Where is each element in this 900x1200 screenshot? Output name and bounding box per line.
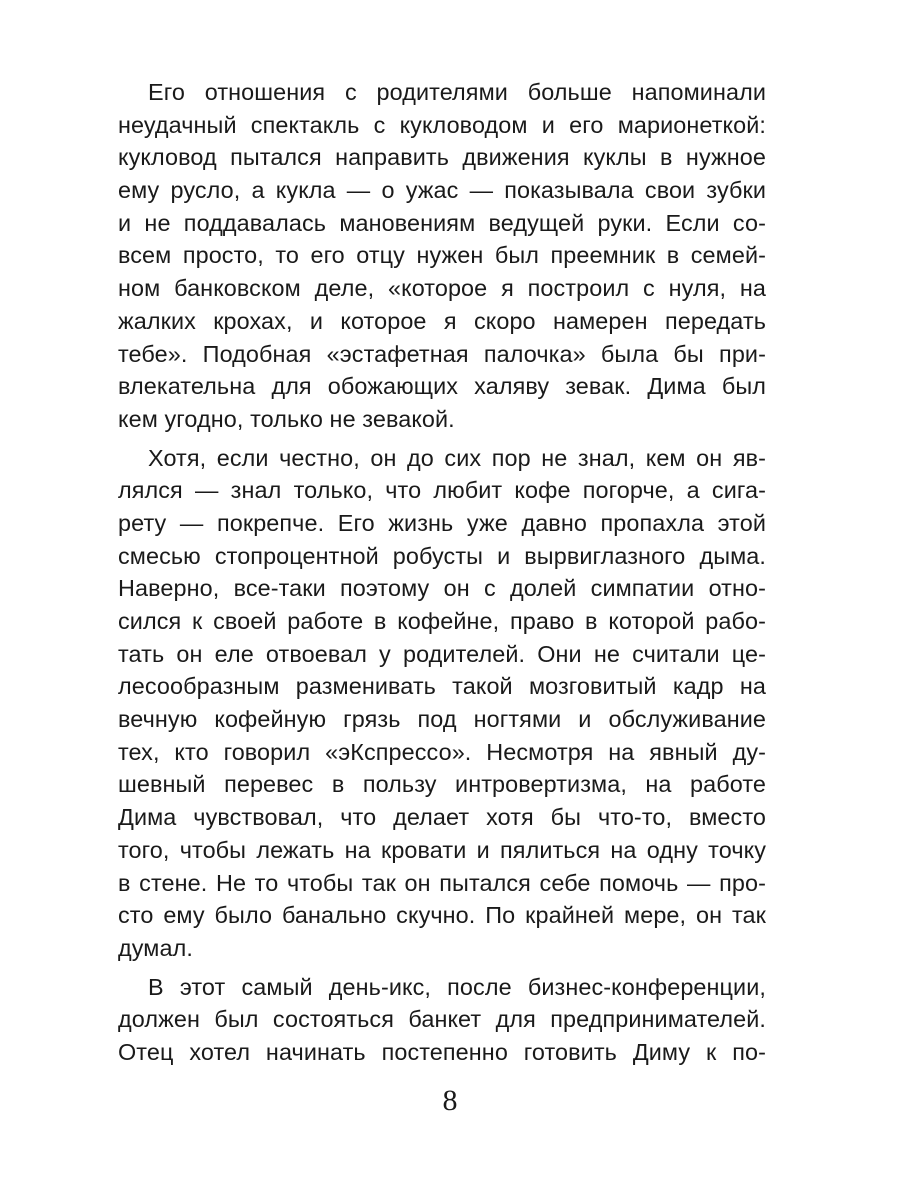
text-line: неудачный спектакль с кукловодом и его марионеткой: — [118, 111, 766, 138]
text-line: в стене. Не то чтобы так он пытался себе помочь — про- — [118, 869, 766, 896]
text-line: Его отношения с родителями больше напоминали — [148, 79, 766, 105]
text-line: В этот самый день-икс, после бизнес-конференции, — [148, 973, 766, 1000]
text-line: тех, кто говорил «эКспрессо». Несмотря на явный ду- — [118, 738, 766, 765]
paragraph — [118, 442, 766, 965]
text-line: Отец хотел начинать постепенно готовить Диму к по- — [118, 1038, 766, 1065]
paragraph — [118, 971, 766, 1069]
paragraph — [118, 76, 766, 436]
text-line: вечную кофейную грязь под ногтями и обслуживание — [118, 706, 766, 733]
text-line: всем просто, то его отцу нужен был преемник в семей- — [118, 242, 766, 269]
text-line: сился к своей работе в кофейне, право в которой рабо- — [118, 608, 766, 634]
text-line: тебе». Подобная «эстафетная палочка» была бы при- — [118, 340, 766, 367]
text-line: думал. — [118, 934, 193, 961]
text-line: ему русло, а кукла — о ужас — показывала свои зубки — [118, 177, 766, 204]
page-number: 8 — [442, 1084, 458, 1117]
text-line: того, чтобы лежать на кровати и пялиться на одну точку — [118, 836, 766, 863]
text-line: Дима чувствовал, что делает хотя бы что-то, вместо — [118, 804, 766, 831]
text-line: жалких крохах, и которое я скоро намерен передать — [118, 307, 766, 334]
text-line: кукловод пытался направить движения куклы в нужное — [118, 144, 766, 171]
text-line: смесью стопроцентной робусты и вырвиглазного дыма. — [118, 542, 766, 569]
text-line: ном банковском деле, «которое я построил с нуля, на — [118, 275, 766, 302]
text-line: Хотя, если честно, он до сих пор не знал, кем он яв- — [148, 444, 766, 471]
text-line: тать он еле отвоевал у родителей. Они не считали це- — [118, 640, 766, 667]
text-line: должен был состояться банкет для предпринимателей. — [118, 1006, 766, 1033]
text-line: кем угодно, только не зевакой. — [118, 405, 455, 432]
text-line: шевный перевес в пользу интровертизма, на работе — [118, 771, 766, 798]
text-line: рету — покрепче. Его жизнь уже давно пропахла этой — [118, 509, 766, 536]
body-text — [118, 76, 766, 1069]
text-line: и не поддавалась мановениям ведущей руки. Если со- — [118, 209, 766, 236]
text-line: сто ему было банально скучно. По крайней мере, он так — [118, 902, 766, 929]
text-line: лялся — знал только, что любит кофе погорче, а сига- — [118, 477, 766, 504]
text-line: лесообразным разменивать такой мозговитый кадр на — [118, 673, 766, 700]
text-line: влекательна для обожающих халяву зевак. Дима был — [118, 373, 766, 400]
text-line: Наверно, все-таки поэтому он с долей симпатии отно- — [118, 575, 766, 602]
